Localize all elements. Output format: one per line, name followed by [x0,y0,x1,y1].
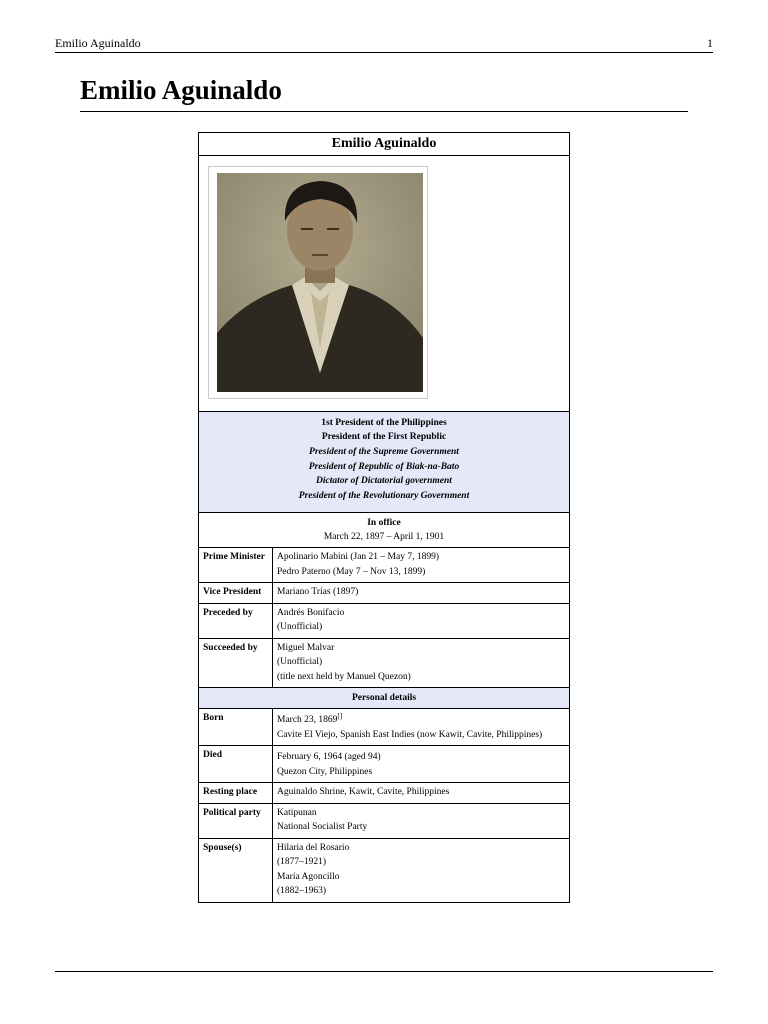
row-spouses [199,838,570,902]
running-header [55,36,713,52]
political-party-link-1[interactable]: Katipunan [277,807,317,818]
office-5: Dictator of Dictatorial government [316,476,452,487]
preceded-by-link[interactable]: Andrés Bonifacio [277,607,345,618]
row-resting-place [199,783,570,804]
spouse-2-name[interactable]: María Agoncillo [277,871,340,882]
portrait-photo [217,173,423,392]
succeeded-by-link[interactable]: Miguel Malvar [277,642,335,653]
prime-minister-link-1[interactable]: Apolinario Mabini (Jan 21 – May 7, 1899) [277,552,440,562]
spouse-2-years: (1882–1963) [277,886,327,896]
office-2: President of the First Republic [321,432,447,443]
row-political-party [199,803,570,838]
spouse-1-years: (1877–1921) [277,857,327,867]
title-rule [80,111,688,112]
row-died [199,746,570,783]
spouses-label: Spouse(s) [199,838,273,902]
row-born [199,709,570,746]
spouse-1-name[interactable]: Hilaria del Rosario [277,842,350,853]
row-succeeded-by [199,638,570,688]
political-party-label: Political party [199,803,273,838]
resting-place-link[interactable]: Aguinaldo Shrine, Kawit, Cavite, Philippines [277,787,450,797]
prime-minister-link-2[interactable]: Pedro Paterno (May 7 – Nov 13, 1899) [277,566,426,577]
vice-president-label: Vice President [199,583,273,604]
office-1: 1st President of the Philippines [321,417,447,428]
prime-minister-label: Prime Minister [199,548,273,583]
row-preceded-by [199,603,570,638]
succeeded-by-value [273,638,570,688]
born-label: Born [199,709,273,746]
infobox [198,132,570,903]
died-place: Quezon City, Philippines [277,766,373,777]
footer-rule [55,971,713,972]
born-date: March 23, 1869 [277,715,338,725]
row-vice-president [199,583,570,604]
succeeded-by-label: Succeeded by [199,638,273,688]
running-header-title: Emilio Aguinaldo [55,36,141,50]
office-3: President of the Supreme Government [309,446,459,457]
succeeded-by-note-1: (Unofficial) [277,657,323,667]
born-place: Cavite El Viejo, Spanish East Indies (now Kawit, Cavite, Philippines) [277,729,543,740]
preceded-by-value [273,603,570,638]
died-label: Died [199,746,273,783]
born-value [273,709,570,746]
political-party-value [273,803,570,838]
vice-president-link[interactable]: Mariano Trías (1897) [277,587,359,597]
succeeded-by-note-2: (title next held by Manuel Quezon) [277,671,411,682]
prime-minister-value [273,548,570,583]
office-4: President of Republic of Biak-na-Bato [308,461,460,472]
died-date: February 6, 1964 (aged 94) [277,752,381,762]
office-6: President of the Revolutionary Government [298,490,470,501]
header-rule [55,52,713,53]
preceded-by-label: Preceded by [199,603,273,638]
infobox-title: Emilio Aguinaldo [199,133,570,156]
infobox-image-cell [199,156,570,412]
page-number: 1 [707,36,713,50]
preceded-by-note: (Unofficial) [277,622,323,632]
died-value [273,746,570,783]
page-title: Emilio Aguinaldo [80,75,282,105]
offices-held [199,412,570,513]
in-office [199,513,570,548]
born-ref[interactable]: [] [337,711,343,720]
portrait-frame[interactable] [208,166,428,399]
personal-details-header: Personal details [199,688,570,709]
resting-place-label: Resting place [199,783,273,804]
row-prime-minister [199,548,570,583]
political-party-link-2[interactable]: National Socialist Party [277,822,368,832]
spouses-value [273,838,570,902]
in-office-dates: March 22, 1897 – April 1, 1901 [323,532,445,542]
resting-place-value [273,783,570,804]
in-office-label: In office [367,517,401,528]
vice-president-value [273,583,570,604]
